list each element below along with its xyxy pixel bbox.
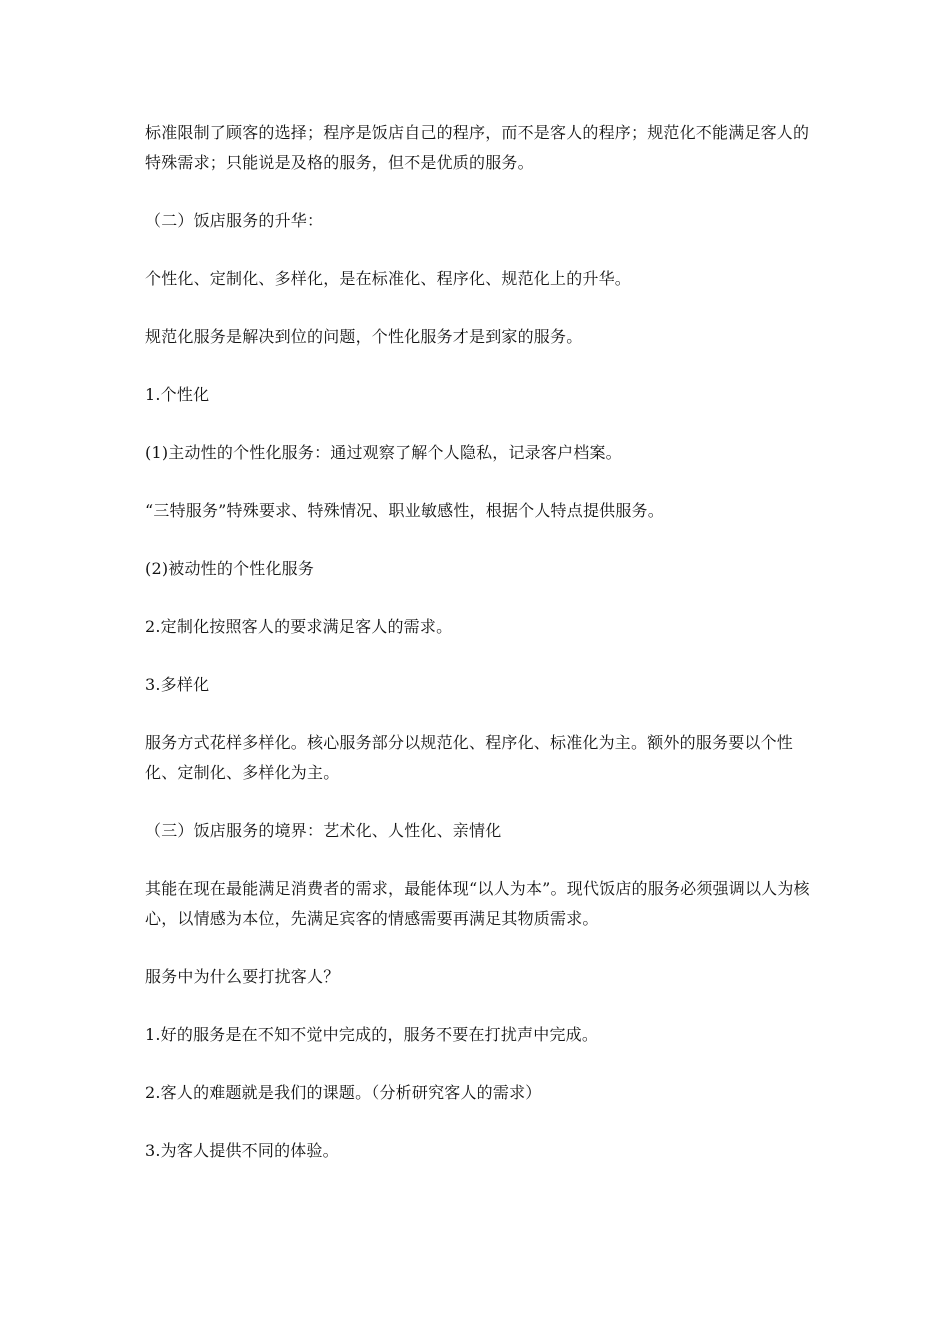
- subheading-personalization: 1.个性化: [145, 385, 210, 404]
- paragraph-point-2: 2.客人的难题就是我们的课题。（分析研究客人的需求）: [145, 1083, 542, 1102]
- document-body: [145, 118, 810, 1194]
- paragraph-active-personalization: (1)主动性的个性化服务：通过观察了解个人隐私，记录客户档案。: [145, 443, 622, 462]
- paragraph-customization: 2.定制化按照客人的要求满足客人的需求。: [145, 617, 453, 636]
- paragraph-point-1: 1.好的服务是在不知不觉中完成的，服务不要在打扰声中完成。: [145, 1025, 599, 1044]
- paragraph-point-3: 3.为客人提供不同的体验。: [145, 1141, 339, 1160]
- heading-service-realm: （三）饭店服务的境界：艺术化、人性化、亲情化: [145, 821, 502, 840]
- paragraph-people-oriented: 其能在现在最能满足消费者的需求，最能体现“以人为本”。现代饭店的服务必须强调以人为核心，以情感为本位，先满足宾客的情感需要再满足其物质需求。: [145, 879, 810, 928]
- paragraph-why-disturb-guests: 服务中为什么要打扰客人？: [145, 967, 340, 986]
- paragraph-passive-personalization: (2)被动性的个性化服务: [145, 559, 315, 578]
- heading-service-sublimation: （二）饭店服务的升华：: [145, 211, 324, 230]
- subheading-diversification: 3.多样化: [145, 675, 210, 694]
- paragraph-diversified-service: 服务方式花样多样化。核心服务部分以规范化、程序化、标准化为主。额外的服务要以个性化、定制化、多样化为主。: [145, 733, 794, 782]
- paragraph-personalization-sublimation: 个性化、定制化、多样化，是在标准化、程序化、规范化上的升华。: [145, 269, 632, 288]
- paragraph-standardized-vs-personalized: 规范化服务是解决到位的问题，个性化服务才是到家的服务。: [145, 327, 583, 346]
- paragraph-standards-limit: 标准限制了顾客的选择；程序是饭店自己的程序，而不是客人的程序；规范化不能满足客人的特殊需求；只能说是及格的服务，但不是优质的服务。: [145, 123, 810, 172]
- paragraph-three-special-services: “三特服务”特殊要求、特殊情况、职业敏感性，根据个人特点提供服务。: [145, 501, 664, 520]
